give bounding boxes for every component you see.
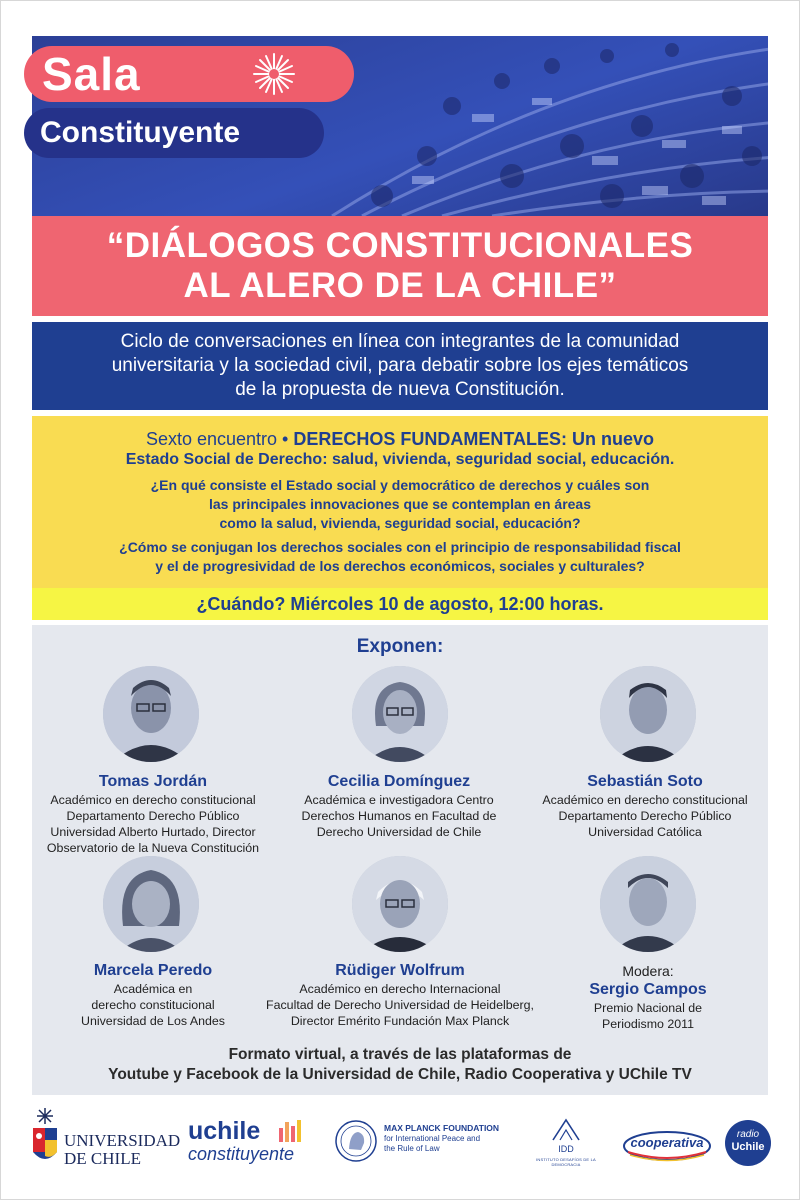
speaker-role-line: Académico en derecho Internacional: [299, 982, 501, 996]
idd-wordmark: IDD: [558, 1144, 574, 1154]
speaker-sebastian-soto: [522, 772, 768, 840]
mp-subtitle-line-2: the Rule of Law: [384, 1144, 440, 1153]
speaker-role-line: derecho constitucional: [91, 998, 215, 1012]
constituyente-wordmark: constituyente: [188, 1144, 295, 1164]
speakers-heading: Exponen:: [356, 636, 444, 657]
speaker-role-line: Derechos Humanos en Facultad de: [301, 809, 497, 823]
speaker-tomas-jordan: [30, 772, 276, 856]
idd-arch-icon: [551, 1118, 581, 1142]
max-planck-foundation-logo: [334, 1115, 520, 1171]
speaker-role-line: Universidad de Los Andes: [81, 1014, 225, 1028]
speaker-role-line: Premio Nacional de: [593, 1001, 703, 1015]
speaker-name: Sebastián Soto: [587, 773, 703, 790]
session-subheading: Estado Social de Derecho: salud, vivienda, seguridad social, educación.: [125, 451, 675, 468]
session-topic: DERECHOS FUNDAMENTALES:: [293, 429, 568, 449]
mp-subtitle-line-1: for International Peace and: [384, 1134, 481, 1143]
event-date: ¿Cuándo? Miércoles 10 de agosto, 12:00 horas.: [32, 588, 768, 620]
question-1-line-3: como la salud, vivienda, seguridad social, educación?: [219, 515, 581, 531]
moderator-sergio-campos: [550, 962, 746, 1032]
speaker-role-line: Académica e investigadora Centro: [304, 793, 494, 807]
speaker-role-line: Universidad Alberto Hurtado, Director: [50, 825, 256, 839]
format-line-1: Formato virtual, a través de las plataformas de: [228, 1046, 572, 1063]
question-2-line-2: y el de progresividad de los derechos económicos, sociales y culturales?: [155, 558, 645, 574]
minerva-seal-icon: [334, 1119, 378, 1163]
uchile-constituyente-logo: [188, 1118, 316, 1170]
bars-icon: [278, 1118, 304, 1142]
session-prefix: Sexto encuentro •: [145, 429, 294, 449]
speaker-role-line: Director Emérito Fundación Max Planck: [290, 1014, 510, 1028]
speaker-role-line: Académico en derecho constitucional: [50, 793, 256, 807]
uchile-label: Uchile: [731, 1141, 765, 1153]
cooperativa-logo: [622, 1130, 712, 1162]
sala-label: Sala: [42, 48, 141, 100]
cecilia-dominguez-photo: [352, 666, 448, 762]
cycle-description: [32, 322, 768, 410]
idd-full-name: INSTITUTO DESAFÍOS DE LA DEMOCRACIA: [536, 1157, 596, 1167]
rudiger-wolfrum-photo: [352, 856, 448, 952]
question-1-line-1: ¿En qué consiste el Estado social y democrático de derechos y cuáles son: [150, 477, 650, 493]
uchile-name-line-1: UNIVERSIDAD: [64, 1131, 181, 1150]
speaker-role-line: Académico en derecho constitucional: [542, 793, 748, 807]
radio-uchile-logo: [725, 1120, 771, 1166]
sergio-campos-photo: [600, 856, 696, 952]
speaker-name: Sergio Campos: [589, 981, 707, 998]
speaker-role-line: Universidad Católica: [588, 825, 702, 839]
description-line-3: de la propuesta de nueva Constitución.: [235, 379, 565, 400]
speaker-role-line: Derecho Universidad de Chile: [316, 825, 482, 839]
description-line-2: universitaria y la sociedad civil, para debatir sobre los ejes temáticos: [111, 355, 689, 376]
question-2-line-1: ¿Cómo se conjugan los derechos sociales con el principio de responsabilidad fiscal: [119, 539, 681, 555]
speaker-name: Tomas Jordán: [98, 773, 208, 790]
question-1-line-2: las principales innovaciones que se contemplan en áreas: [208, 496, 592, 512]
session-details: [32, 416, 768, 588]
mp-title: MAX PLANCK FOUNDATION: [384, 1123, 500, 1133]
sunburst-star-icon: [250, 50, 298, 98]
speaker-role-line: Facultad de Derecho Universidad de Heidelberg,: [266, 998, 534, 1012]
marcela-peredo-photo: [103, 856, 199, 952]
speaker-role-line: Observatorio de la Nueva Constitución: [46, 841, 260, 855]
speaker-name: Cecilia Domínguez: [327, 773, 471, 790]
speaker-rudiger-wolfrum: [250, 961, 550, 1029]
session-topic-suffix: Un nuevo: [567, 429, 655, 449]
idd-logo: [524, 1118, 608, 1170]
universidad-de-chile-logo: [30, 1106, 180, 1172]
moderator-label: Modera:: [622, 963, 674, 979]
tomas-jordan-photo: [103, 666, 199, 762]
uchile-crest-icon: [30, 1106, 60, 1170]
session-heading: [32, 428, 768, 450]
speaker-role-line: Académica en: [113, 982, 193, 996]
speaker-name: Marcela Peredo: [93, 962, 213, 979]
uchile-wordmark: uchile: [188, 1117, 261, 1145]
speaker-role-line: Periodismo 2011: [601, 1017, 695, 1031]
sebastian-soto-photo: [600, 666, 696, 762]
speaker-marcela-peredo: [30, 961, 276, 1029]
speaker-role-line: Departamento Derecho Público: [66, 809, 240, 823]
speaker-name: Rüdiger Wolfrum: [335, 962, 465, 979]
uchile-name-line-2: DE CHILE: [64, 1149, 141, 1168]
description-line-1: Ciclo de conversaciones en línea con integrantes de la comunidad: [120, 331, 680, 352]
speaker-role-line: Departamento Derecho Público: [558, 809, 732, 823]
format-line-2: Youtube y Facebook de la Universidad de Chile, Radio Cooperativa y UChile TV: [108, 1066, 692, 1083]
radio-label: radio: [736, 1129, 760, 1140]
main-title: [32, 216, 768, 316]
title-line-2: AL ALERO DE LA CHILE”: [183, 266, 617, 305]
constituyente-label: Constituyente: [40, 116, 241, 149]
cooperativa-wordmark: cooperativa: [630, 1135, 704, 1150]
title-line-1: “DIÁLOGOS CONSTITUCIONALES: [106, 226, 694, 265]
format-info: [0, 1045, 800, 1085]
speaker-cecilia-dominguez: [276, 772, 522, 840]
